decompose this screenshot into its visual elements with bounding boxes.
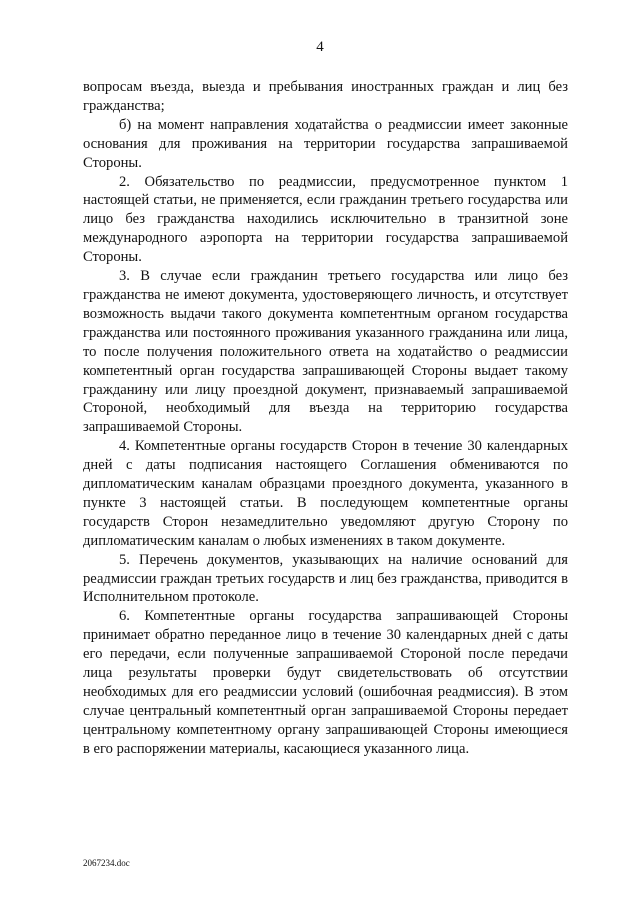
paragraph-4: 4. Компетентные органы государств Сторон в течение 30 календарных дней с даты подписания настоящего Соглашения обмениваются по дипломатическим каналам образцами проездного документа, указанного в пункте 3 настоящей статьи. В последующем компетентные органы государств Сторон незамедлительно уведомляют другую Сторону по дипломатическим каналам о любых изменениях в таком документе. <box>83 438 568 549</box>
paragraph-2: 2. Обязательство по реадмиссии, предусмотренное пунктом 1 настоящей статьи, не применяется, если гражданин третьего государства или лицо без гражданства находились исключительно в транзитной зоне международного аэропорта на территории государства запрашиваемой Стороны. <box>83 173 568 266</box>
paragraph-item-b: б) на момент направления ходатайства о реадмиссии имеет законные основания для проживания на территории государства запрашиваемой Стороны. <box>83 116 568 171</box>
footer-filename: 2067234.doc <box>83 858 130 868</box>
paragraph-3: 3. В случае если гражданин третьего государства или лицо без гражданства не имеют документа, удостоверяющего личность, и отсутствует возможность выдачи такого документа компетентным органом государства гражданства или постоянного проживания указанного гражданина или лица, то после получения положительного ответа на ходатайство о реадмиссии компетентный орган государства запрашивающей Стороны выдает такому гражданину или лицу проездной документ, признаваемый запрашиваемой Стороной, необходимый для въезда на территорию государства запрашиваемой Стороны. <box>83 268 568 436</box>
document-body <box>83 78 568 759</box>
paragraph-5: 5. Перечень документов, указывающих на наличие оснований для реадмиссии граждан третьих государств и лиц без гражданства, приводится в Исполнительном протоколе. <box>83 551 568 606</box>
paragraph-6: 6. Компетентные органы государства запрашивающей Стороны принимает обратно переданное лицо в течение 30 календарных дней с даты его передачи, если полученные запрашиваемой Стороной после передачи лица результаты проверки будут свидетельствовать об отсутствии необходимых для его реадмиссии условий (ошибочная реадмиссия). В этом случае центральный компетентный орган запрашиваемой Стороны передает центральному компетентному органу запрашивающей Стороны имеющиеся в его распоряжении материалы, касающиеся указанного лица. <box>83 608 568 757</box>
page-number: 4 <box>316 39 324 55</box>
paragraph-continuation: вопросам въезда, выезда и пребывания иностранных граждан и лиц без гражданства; <box>83 79 568 114</box>
